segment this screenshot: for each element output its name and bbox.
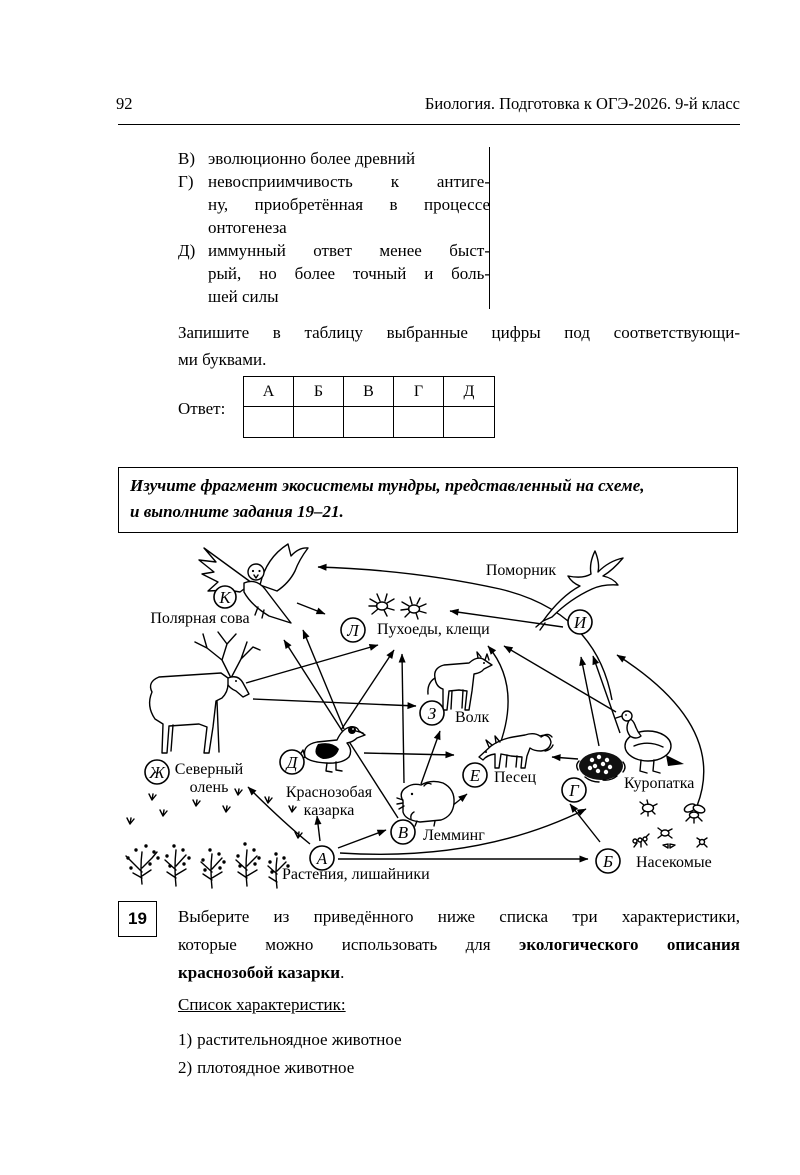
label-goose-2: казарка <box>303 802 355 819</box>
answer-cell <box>344 407 394 437</box>
option-letter: Д) <box>178 241 196 260</box>
task19-line <box>178 959 740 987</box>
label-polar-owl: Полярная сова <box>150 610 250 627</box>
edge-К-Л <box>297 603 325 614</box>
option-line: онтогенеза <box>208 218 287 237</box>
task19-line <box>178 903 740 931</box>
characteristics-heading <box>178 995 346 1015</box>
node-letter-Д: Д <box>286 753 298 772</box>
answer-col-header: Б <box>294 377 344 407</box>
node-letter-Б: Б <box>602 852 614 871</box>
characteristic-item <box>178 1054 402 1082</box>
options-list <box>178 147 490 308</box>
option-line: ну, приобретённая в процессе <box>208 195 490 214</box>
characteristics-heading-text: Список характеристик: <box>178 995 346 1014</box>
label-wolf: Волк <box>455 709 490 726</box>
task19-line-bold: экологического описания <box>518 935 740 954</box>
item-number: 1) <box>178 1030 193 1049</box>
edge-Г-И-nest <box>581 657 599 746</box>
label-ptarmigan: Куропатка <box>624 775 695 792</box>
task19-line-bold: краснозобой казарки <box>178 963 341 982</box>
label-fox: Песец <box>494 769 537 786</box>
node-letter-Е: Е <box>469 766 481 785</box>
option-g <box>178 170 490 239</box>
edge-А-В <box>338 830 386 848</box>
label-goose-1: Краснозобая <box>285 784 373 801</box>
label-insects: Насекомые <box>636 854 712 871</box>
characteristics-list <box>178 1026 402 1082</box>
ecosystem-instruction-box <box>118 467 738 533</box>
instruction-line: Запишите в таблицу выбранные цифры под соответствующи- <box>178 323 740 342</box>
task19-line-after: . <box>340 963 345 982</box>
task19-line-normal: Выберите из приведённого ниже списка три характеристики, <box>178 907 740 926</box>
header-title: Биология. Подготовка к ОГЭ-2026. 9-й класс <box>424 94 740 113</box>
lice-ticks-drawing <box>369 594 426 619</box>
header-rule <box>118 124 740 125</box>
answer-label: Ответ: <box>178 399 226 418</box>
edge-Г-И-bird <box>593 656 620 733</box>
edge-Д-Е <box>364 753 454 755</box>
task19-line <box>178 931 740 959</box>
task19-line-normal: которые можно использовать для <box>178 935 519 954</box>
answer-cell <box>444 407 494 437</box>
wolf-drawing <box>428 652 492 710</box>
edge-В-З <box>421 731 440 784</box>
answer-col-header: В <box>344 377 394 407</box>
item-text: растительноядное животное <box>197 1030 402 1049</box>
edge-А-Д <box>317 816 320 841</box>
node-letter-В: В <box>397 823 409 842</box>
label-reindeer-2: олень <box>189 779 229 796</box>
label-reindeer-1: Северный <box>174 761 244 778</box>
node-letter-Г: Г <box>569 781 579 800</box>
ptarmigan-drawing <box>616 711 684 773</box>
reindeer-drawing <box>150 632 260 753</box>
answer-col-header: А <box>244 377 294 407</box>
answer-cell <box>394 407 444 437</box>
write-in-instruction <box>178 319 740 373</box>
option-d <box>178 239 490 308</box>
lemming-drawing <box>397 781 454 826</box>
tundra-food-web-diagram <box>118 538 740 898</box>
instruction-line: ми буквами. <box>178 350 267 369</box>
task19-text <box>178 903 740 987</box>
edge-Г-Л <box>504 646 616 712</box>
insects-drawing <box>633 800 707 848</box>
task-number-box: 19 <box>118 901 157 937</box>
ptarmigan-nest-drawing <box>577 752 625 782</box>
item-text: плотоядное животное <box>197 1058 355 1077</box>
edge-В-Л <box>402 654 404 783</box>
answer-col-header: Д <box>444 377 494 407</box>
option-line: шей силы <box>208 287 279 306</box>
edge-Г-Е <box>552 757 578 759</box>
label-lemming: Лемминг <box>423 827 485 844</box>
edge-Д-Л <box>341 650 394 730</box>
option-line: рый, но более точный и боль- <box>208 264 490 283</box>
label-skua: Поморник <box>485 562 557 579</box>
option-letter: Г) <box>178 172 194 191</box>
ecobox-line: и выполните задания 19–21. <box>130 502 344 521</box>
arctic-fox-drawing <box>479 734 553 768</box>
column-divider <box>489 147 490 309</box>
page-number: 92 <box>116 94 133 113</box>
node-letter-К: К <box>219 588 231 607</box>
plants-lichens-drawing <box>126 789 302 888</box>
answer-cell <box>294 407 344 437</box>
item-number: 2) <box>178 1058 193 1077</box>
answer-cell <box>244 407 294 437</box>
option-line: невосприимчивость к антиге- <box>208 172 490 191</box>
node-letter-Ж: Ж <box>149 763 165 782</box>
label-lice: Пухоеды, клещи <box>377 621 490 638</box>
option-letter: В) <box>178 149 195 168</box>
node-letter-А: А <box>316 849 328 868</box>
answer-table <box>243 376 495 438</box>
option-v <box>178 147 490 170</box>
node-letter-И: И <box>573 613 587 632</box>
node-letter-З: З <box>427 704 437 723</box>
answer-col-header: Г <box>394 377 444 407</box>
ecobox-line: Изучите фрагмент экосистемы тундры, представленный на схеме, <box>130 476 645 495</box>
edge-Е-Л <box>488 646 508 752</box>
option-line: эволюционно более древний <box>208 149 416 168</box>
characteristic-item <box>178 1026 402 1054</box>
option-line: иммунный ответ менее быст- <box>208 241 490 260</box>
label-plants: Растения, лишайники <box>282 866 430 883</box>
node-letter-Л: Л <box>347 621 359 640</box>
